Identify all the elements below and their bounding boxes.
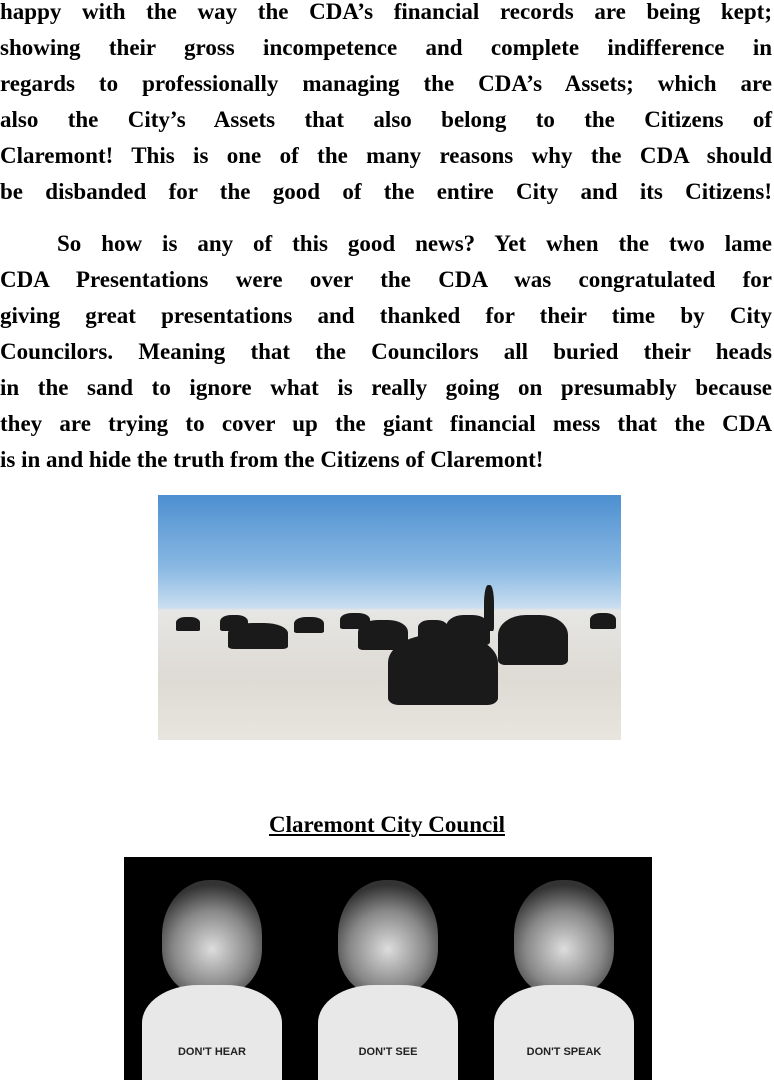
shirt-label: DON'T HEAR [177,1046,246,1058]
paragraph-1 [0,0,772,210]
text-line: in the sand to ignore what is really going on presumably because [0,375,772,400]
text-line: showing their gross incompetence and complete indifference in [0,35,772,60]
paragraph-2 [0,226,772,478]
text-line: CDA Presentations were over the CDA was congratulated for [0,267,772,292]
text-line: So how is any of this good news? Yet when the two lame [57,231,772,256]
text-line: happy with the way the CDA’s financial records are being kept; [0,0,772,24]
monkey-dont-see [313,880,463,1080]
shirt-label: DON'T SPEAK [526,1046,602,1058]
monkey-dont-hear [137,880,287,1080]
shirt-label: DON'T SEE [358,1046,418,1058]
text-line: giving great presentations and thanked for their time by City [0,303,772,328]
text-line: is in and hide the truth from the Citizens of Claremont! [0,447,544,472]
text-line: Councilors. Meaning that the Councilors all buried their heads [0,339,772,364]
text-line: also the City’s Assets that also belong to the Citizens of [0,107,772,132]
caption-title: Claremont City Council [269,812,505,837]
text-line: be disbanded for the good of the entire City and its Citizens! [0,179,772,204]
text-line: they are trying to cover up the giant financial mess that the CDA [0,411,772,436]
three-monkeys-image [124,857,652,1080]
monkey-dont-speak [489,880,639,1080]
text-line: regards to professionally managing the CDA’s Assets; which are [0,71,772,96]
text-line: Claremont! This is one of the many reasons why the CDA should [0,143,772,168]
heads-in-sand-photo [158,495,621,740]
